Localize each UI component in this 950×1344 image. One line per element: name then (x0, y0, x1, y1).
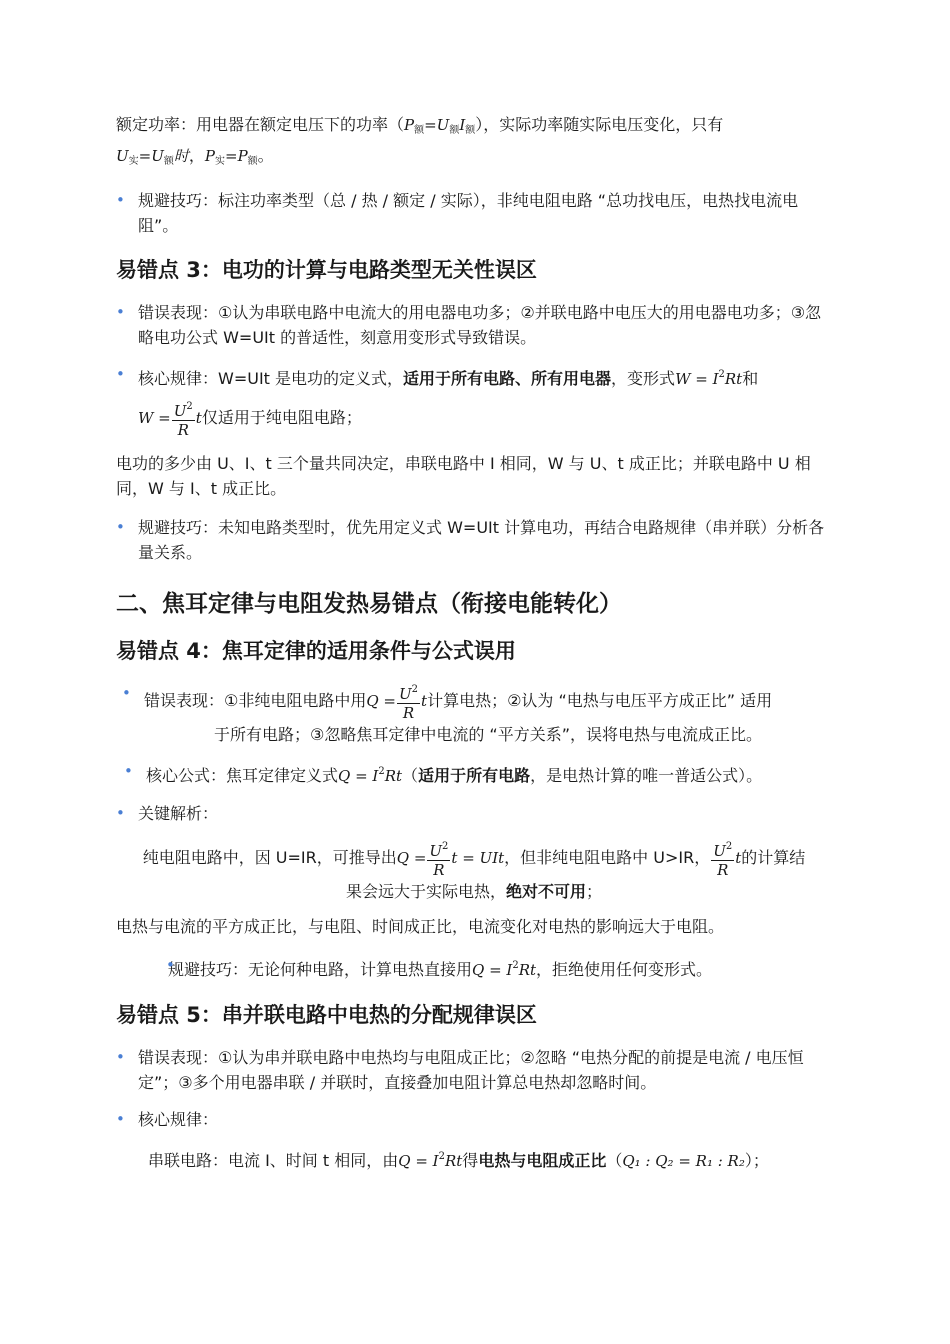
core-formula-bullet: • 核心公式：焦耳定律定义式$Q = I^2Rt$（适用于所有电路，是电热计算的唯一普适公式）。 (124, 759, 832, 789)
formula-joule: $Q = I^2Rt$ (472, 960, 537, 979)
text: ），实际功率随实际电压变化，只有 (475, 115, 724, 134)
rated-power-paragraph: 额定功率：用电器在额定电压下的功率$(P_额=U_额I_额)$，实际功率随实际电压变化，只有 $U_实=U_额$时，$P_实=P_额$。 (116, 115, 724, 167)
core-rule-bullet: • 核心规律： (116, 1107, 832, 1132)
wrong-bullet: • 错误表现：①认为串并联电路中电热均与电阻成正比；②忽略 “电热分配的前提是电流 / 电压恒定”；③多个用电器串联 / 并联时，直接叠加电阻计算总电热却忽略时间。 (116, 1045, 832, 1095)
formula-voltage-condition: $U_实=U_额$时 (116, 147, 189, 167)
formula-work-i2rt: $W = I^2Rt$ (675, 369, 743, 388)
formula-ratio: Q₁ : Q₂ = R₁ : R₂ (622, 1152, 745, 1170)
fraction: $\frac{U^2}{R}$ (397, 681, 420, 722)
formula-work-u2r: W = (138, 409, 171, 427)
fraction: $\frac{U^2}{R}$ (711, 838, 734, 879)
section-heading-2: 二、焦耳定律与电阻发热易错点（衔接电能转化） (116, 591, 622, 617)
fraction: $\frac{U^2}{R}$ (427, 838, 450, 879)
tip-bullet: • 规避技巧：未知电路类型时，优先用定义式 W=UIt 计算电功，再结合电路规律（串并联）分析各量关系。 (116, 515, 832, 565)
fraction: $\frac{U^2}{R}$ (172, 398, 195, 439)
tip-bullet: • 规避技巧：无论何种电路，计算电热直接用$Q = I^2Rt$，拒绝使用任何变形式。 (116, 953, 832, 983)
work-paragraph: 电功的多少由 U、I、t 三个量共同决定，串联电路中 I 相同，W 与 U、t 成正比；并联电路中 U 相同，W 与 I、t 成正比。 (116, 454, 811, 498)
heading-mistake-3: 易错点 3：电功的计算与电路类型无关性误区 (116, 258, 537, 282)
wrong-bullet: • 错误表现：①非纯电阻电路中用Q = $\frac{U^2}{R}$ t计算电热；②认为 “电热与电压平方成正比” 适用 于所有电路；③忽略焦耳定律中电流的 “平方关系”，误将电热与电流成正比。 (122, 681, 832, 747)
formula-joule: $Q = I^2Rt$ (338, 766, 403, 785)
core-rule-bullet: • 核心规律：W=UIt 是电功的定义式，适用于所有电路、所有用电器，变形式$W = I^2Rt$和 W = $\frac{U^2}{R}$ t仅适用于纯电阻电路； (116, 362, 832, 439)
formula-joule: $Q = I^2Rt$ (398, 1151, 463, 1170)
wrong-bullet: • 错误表现：①认为串联电路中电流大的用电器电功多；②并联电路中电压大的用电器电功多；③忽略电功公式 W=UIt 的普适性，刻意用变形式导致错误。 (116, 300, 832, 350)
text: 额定功率：用电器在额定电压下的功率（ (116, 115, 405, 134)
heading-mistake-5: 易错点 5：串并联电路中电热的分配规律误区 (116, 1003, 537, 1027)
analysis-block: 纯电阻电路中，因 U=IR，可推导出Q = $\frac{U^2}{R}$ t = UIt，但非纯电阻电路中 U>IR， $\frac{U^2}{R}$ t的计算结 果会远大于实际电热，绝对不可用； (116, 838, 832, 904)
document-page (116, 112, 832, 1174)
formula-rated-power: $P_额=U_额I_额$ (404, 116, 476, 136)
formula-power-condition: $P_实=P_额$ (204, 147, 258, 167)
heading-mistake-4: 易错点 4：焦耳定律的适用条件与公式误用 (116, 639, 516, 663)
joule-paragraph: 电热与电流的平方成正比，与电阻、时间成正比，电流变化对电热的影响远大于电阻。 (116, 917, 725, 936)
series-circuit-rule: 串联电路：电流 I、时间 t 相同，由$Q = I^2Rt$得电热与电阻成正比（Q₁ : Q₂ = R₁ : R₂）； (148, 1151, 769, 1170)
key-analysis-bullet: • 关键解析： (116, 801, 832, 826)
tip-bullet: • 规避技巧：标注功率类型（总 / 热 / 额定 / 实际），非纯电阻电路 “总功找电压，电热找电流电阻”。 (116, 188, 832, 238)
